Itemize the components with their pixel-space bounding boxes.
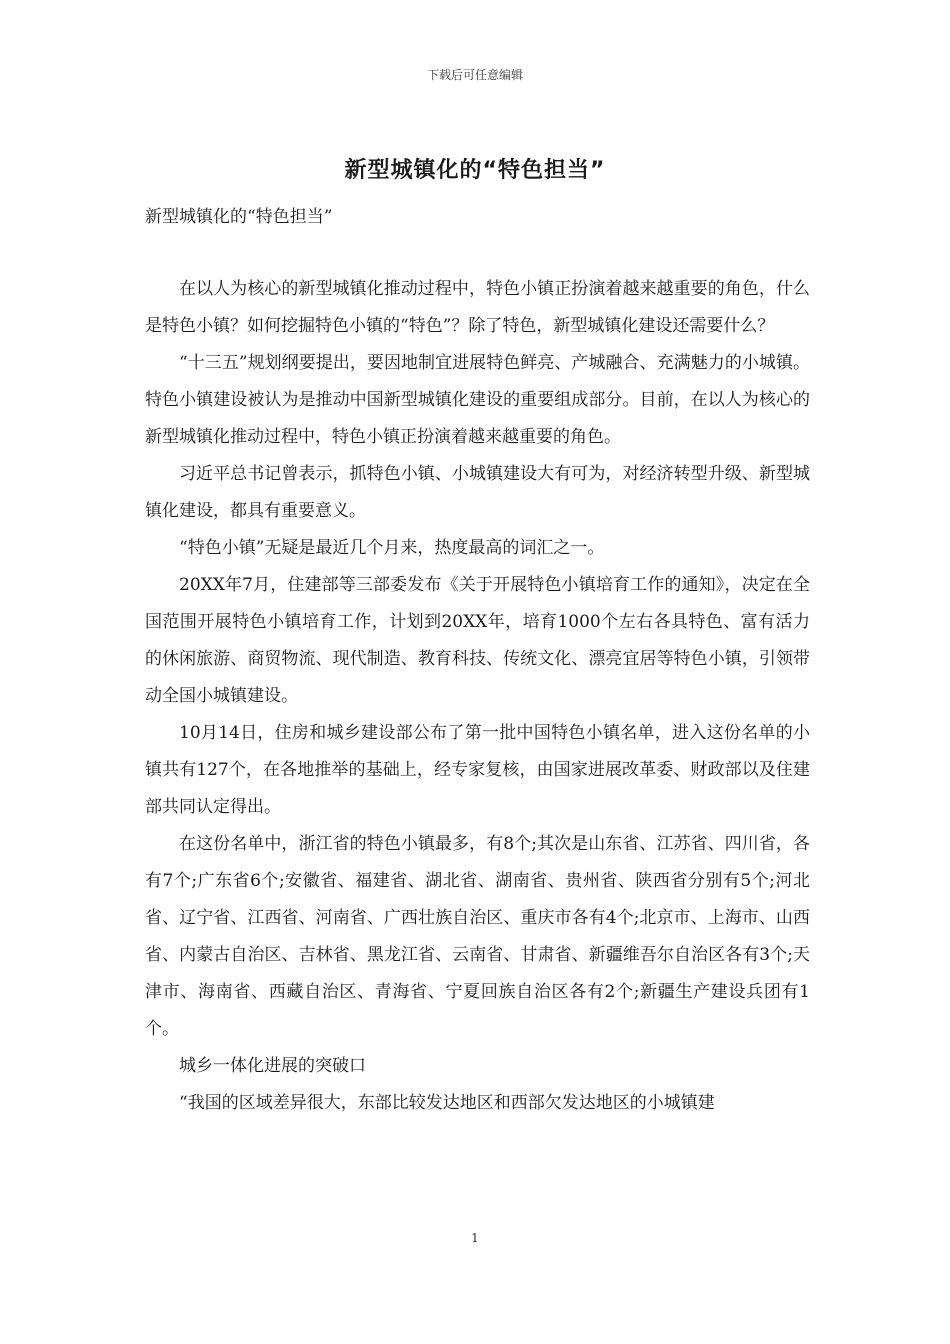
document-subtitle: 新型城镇化的“特色担当” [145, 207, 333, 227]
paragraph: “特色小镇”无疑是最近几个月来，热度最高的词汇之一。 [179, 538, 605, 558]
paragraph: 20XX年7月，住建部等三部委发布《关于开展特色小镇培育工作的通知》，决定在全国范围开展特色小镇培育工作，计划到20XX年，培育1000个左右各具特色、富有活力的休闲旅游、商贸物流、现代制造、教育科技、传统文化、漂亮宜居等特色小镇，引领带动全国小城镇建设。 [145, 575, 810, 706]
paragraph: 在这份名单中，浙江省的特色小镇最多，有8个;其次是山东省、江苏省、四川省，各有7个;广东省6个;安徽省、福建省、湖北省、湖南省、贵州省、陕西省分别有5个;河北省、辽宁省、江西省、河南省、广西壮族自治区、重庆市各有4个;北京市、上海市、山西省、内蒙古自治区、吉林省、黑龙江省、云南省、甘肃省、新疆维吾尔自治区各有3个;天津市、海南省、西藏自治区、青海省、宁夏回族自治区各有2个;新疆生产建设兵团有1个。 [145, 834, 810, 1039]
paragraph: “我国的区域差异很大，东部比较发达地区和西部欠发达地区的小城镇建 [179, 1093, 715, 1113]
paragraph: 10月14日，住房和城乡建设部公布了第一批中国特色小镇名单，进入这份名单的小镇共有127个，在各地推举的基础上，经专家复核，由国家进展改革委、财政部以及住建部共同认定得出。 [145, 723, 810, 817]
document-body [145, 271, 810, 1122]
section-heading: 城乡一体化进展的突破口 [179, 1056, 366, 1076]
paragraph: 习近平总书记曾表示，抓特色小镇、小城镇建设大有可为，对经济转型升级、新型城镇化建设，都具有重要意义。 [145, 464, 810, 521]
header-note: 下载后可任意编辑 [426, 68, 523, 82]
page-number: 1 [471, 1231, 479, 1245]
paragraph: “十三五”规划纲要提出，要因地制宜进展特色鲜亮、产城融合、充满魅力的小城镇。特色小镇建设被认为是推动中国新型城镇化建设的重要组成部分。目前，在以人为核心的新型城镇化推动过程中，特色小镇正扮演着越来越重要的角色。 [145, 353, 810, 447]
document-title: 新型城镇化的“特色担当” [344, 158, 606, 183]
paragraph: 在以人为核心的新型城镇化推动过程中，特色小镇正扮演着越来越重要的角色，什么是特色小镇？如何挖掘特色小镇的“特色”？除了特色，新型城镇化建设还需要什么？ [145, 279, 810, 336]
